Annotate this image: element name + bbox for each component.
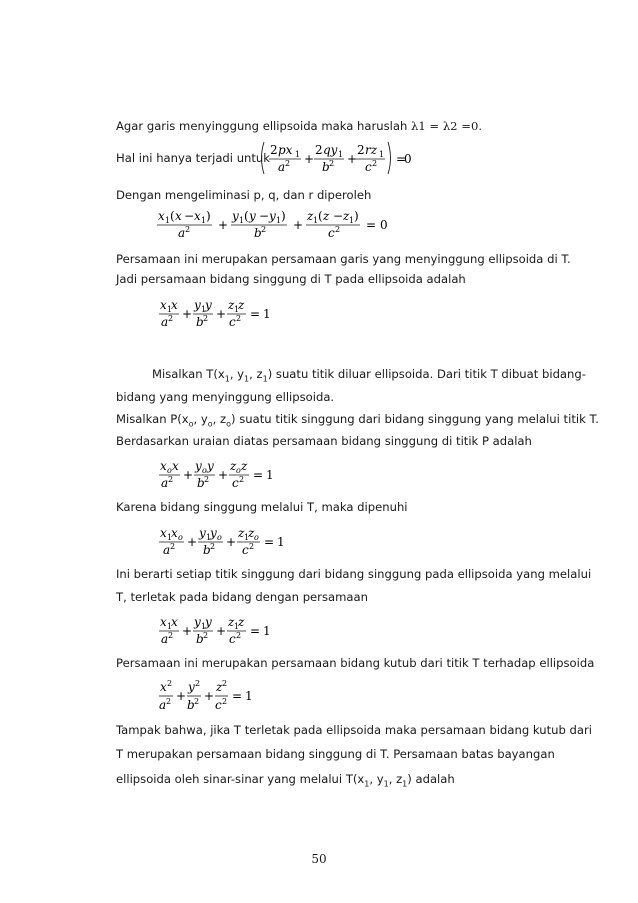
- svg-text:a: a: [278, 160, 286, 174]
- svg-text:c: c: [328, 226, 335, 240]
- svg-text:o: o: [178, 533, 183, 542]
- svg-text:+: +: [182, 307, 193, 321]
- text-line-eliminate: [116, 187, 546, 203]
- svg-text:x: x: [171, 298, 178, 312]
- svg-text:z: z: [307, 209, 314, 223]
- svg-text:o: o: [202, 466, 207, 475]
- text-line-through-T: [116, 499, 546, 515]
- svg-text:+: +: [176, 689, 187, 703]
- svg-text:z: z: [216, 680, 223, 694]
- svg-text:c: c: [365, 160, 372, 174]
- svg-text:2: 2: [372, 159, 378, 168]
- svg-text:2: 2: [168, 314, 174, 323]
- svg-text:x: x: [160, 615, 167, 629]
- svg-text:2: 2: [270, 143, 278, 157]
- text: Hal ini hanya terjadi untuk: [116, 151, 270, 165]
- svg-text:1: 1: [263, 624, 271, 638]
- svg-text:): ): [206, 209, 211, 223]
- svg-text:y: y: [205, 615, 212, 629]
- svg-text:y: y: [194, 615, 201, 629]
- text-line-polar: [116, 655, 595, 671]
- svg-text:y: y: [232, 209, 239, 223]
- svg-text:1: 1: [167, 305, 173, 314]
- svg-text:1: 1: [379, 150, 385, 159]
- svg-text:2: 2: [236, 631, 242, 640]
- svg-text:c: c: [242, 543, 249, 557]
- svg-text:x: x: [171, 615, 178, 629]
- svg-text:b: b: [187, 698, 195, 712]
- svg-text:a: a: [163, 543, 171, 557]
- svg-text:1: 1: [167, 622, 173, 631]
- svg-text:=: =: [232, 689, 243, 703]
- svg-text:2: 2: [168, 631, 174, 640]
- svg-text:x: x: [194, 209, 201, 223]
- svg-text:=: =: [396, 152, 407, 166]
- svg-text:+: +: [293, 218, 304, 232]
- text-line-suppose-P: Misalkan $P(x_o$, $y_o$, $z_o$) suatu titik singgung dari bidang singgung yang melalui titik T.: [116, 412, 599, 429]
- svg-text:2: 2: [166, 697, 172, 706]
- svg-text:c: c: [229, 315, 236, 329]
- text-line-suppose-T: Misalkan $T(x_1$, $y_1$, $z_1$) suatu titik diluar ellipsoida. Dari titik T dibuat bidang-: [152, 367, 586, 384]
- text: T, terletak pada bidang dengan persamaan: [116, 590, 368, 604]
- svg-text:x: x: [160, 459, 167, 473]
- svg-text:−: −: [259, 209, 270, 223]
- svg-text:0: 0: [380, 218, 388, 232]
- svg-text:1: 1: [234, 305, 240, 314]
- text-line-based-on: [116, 433, 546, 449]
- svg-text:z: z: [230, 459, 237, 473]
- svg-text:+: +: [216, 307, 227, 321]
- svg-text:px: px: [278, 143, 293, 157]
- svg-text:2: 2: [210, 542, 216, 551]
- svg-text:1: 1: [201, 216, 207, 225]
- text-line-rays: ellipsoida oleh sinar-sinar yang melalui $T(x_1$, $y_1$, $z_1$) adalah: [116, 772, 455, 789]
- svg-text:+: +: [183, 468, 194, 482]
- equation-tangent-line: [156, 206, 396, 246]
- svg-text:2: 2: [195, 679, 201, 688]
- svg-text:2: 2: [203, 314, 209, 323]
- text-line-tangent-plane: [116, 271, 546, 287]
- svg-text:b: b: [254, 226, 262, 240]
- svg-text:z: z: [323, 209, 330, 223]
- svg-text:c: c: [215, 698, 222, 712]
- svg-text:2: 2: [261, 225, 267, 234]
- svg-text:x: x: [158, 209, 165, 223]
- svg-text:z: z: [343, 209, 350, 223]
- svg-text:x: x: [175, 209, 182, 223]
- svg-text:z: z: [238, 298, 245, 312]
- equation-polar-plane: [158, 612, 278, 652]
- svg-text:2: 2: [249, 542, 255, 551]
- svg-text:rz: rz: [365, 143, 378, 157]
- svg-text:z: z: [228, 298, 235, 312]
- svg-text:2: 2: [167, 679, 173, 688]
- svg-text:y: y: [199, 526, 206, 540]
- text: Ini berarti setiap titik singgung dari bidang singgung pada ellipsoida yang melalui: [116, 567, 592, 581]
- svg-text:a: a: [159, 698, 167, 712]
- svg-text:2: 2: [204, 475, 210, 484]
- svg-text:1: 1: [338, 150, 344, 159]
- svg-text:(: (: [318, 209, 323, 223]
- svg-text:y: y: [207, 459, 214, 473]
- svg-text:=: =: [264, 535, 275, 549]
- svg-text:1: 1: [276, 216, 282, 225]
- text: T merupakan persamaan bidang singgung di T. Persamaan batas bayangan: [116, 747, 555, 761]
- svg-text:qy: qy: [323, 143, 338, 157]
- svg-text:2: 2: [203, 631, 209, 640]
- text-line-means: [116, 566, 592, 582]
- text: bidang yang menyinggung ellipsoida.: [116, 390, 335, 404]
- equation-condition: [258, 138, 408, 182]
- svg-text:=: =: [250, 307, 261, 321]
- svg-text:c: c: [232, 476, 239, 490]
- text-line-equation-boundary: [116, 746, 555, 762]
- svg-text:2: 2: [236, 314, 242, 323]
- svg-text:2: 2: [170, 542, 176, 551]
- svg-text:y: y: [205, 298, 212, 312]
- svg-text:+: +: [304, 152, 315, 166]
- svg-text:+: +: [226, 535, 237, 549]
- svg-text:1: 1: [234, 622, 240, 631]
- text: Tampak bahwa, jika T terletak pada ellipsoida maka persamaan bidang kutub dari: [116, 723, 592, 737]
- svg-text:x: x: [160, 526, 167, 540]
- svg-text:b: b: [196, 632, 204, 646]
- svg-text:o: o: [217, 533, 222, 542]
- svg-text:z: z: [238, 526, 245, 540]
- svg-text:1: 1: [263, 307, 271, 321]
- svg-text:z: z: [228, 615, 235, 629]
- svg-text:a: a: [178, 226, 186, 240]
- svg-text:x: x: [172, 459, 179, 473]
- svg-text:−: −: [333, 209, 344, 223]
- svg-text:): ): [281, 209, 286, 223]
- svg-text:+: +: [218, 218, 229, 232]
- svg-text:1: 1: [239, 216, 245, 225]
- svg-text:b: b: [322, 160, 330, 174]
- svg-text:y: y: [210, 526, 217, 540]
- svg-text:b: b: [203, 543, 211, 557]
- svg-text:+: +: [347, 152, 358, 166]
- svg-text:z: z: [248, 526, 255, 540]
- svg-text:y: y: [269, 209, 276, 223]
- svg-text:=: =: [250, 624, 261, 638]
- svg-text:2: 2: [194, 697, 200, 706]
- svg-text:a: a: [161, 315, 169, 329]
- svg-text:z: z: [241, 459, 248, 473]
- svg-text:2: 2: [285, 159, 291, 168]
- svg-text:b: b: [197, 476, 205, 490]
- svg-text:1: 1: [165, 216, 171, 225]
- svg-text:c: c: [229, 632, 236, 646]
- svg-text:(: (: [170, 209, 175, 223]
- svg-text:2: 2: [168, 475, 174, 484]
- text: Jadi persamaan bidang singgung di T pada ellipsoida adalah: [116, 272, 466, 286]
- svg-text:1: 1: [313, 216, 319, 225]
- svg-text:o: o: [236, 466, 241, 475]
- svg-text:=: =: [366, 218, 377, 232]
- text: Berdasarkan uraian diatas persamaan bidang singgung di titik P adalah: [116, 434, 532, 448]
- svg-text:1: 1: [201, 305, 207, 314]
- svg-text:1: 1: [201, 622, 207, 631]
- text-line-tangent-line: [116, 251, 571, 267]
- svg-text:2: 2: [222, 679, 228, 688]
- svg-text:y: y: [249, 209, 256, 223]
- svg-text:1: 1: [266, 468, 274, 482]
- svg-text:0: 0: [404, 152, 412, 166]
- equation-ellipsoid: [158, 677, 268, 719]
- text-line-lies-on: [116, 589, 546, 605]
- svg-text:x: x: [160, 680, 167, 694]
- svg-text:1: 1: [206, 533, 212, 542]
- svg-text:+: +: [216, 624, 227, 638]
- svg-text:x: x: [160, 298, 167, 312]
- lambda-condition: λ1 = λ2 =0.: [411, 119, 483, 133]
- text-line-planes: [116, 389, 546, 405]
- svg-text:2: 2: [222, 697, 228, 706]
- svg-text:): ): [354, 209, 359, 223]
- text-line-condition: [116, 118, 546, 134]
- equation-tangent-plane-P: [158, 456, 278, 496]
- svg-text:2: 2: [239, 475, 245, 484]
- svg-text:+: +: [218, 468, 229, 482]
- svg-text:1: 1: [245, 689, 253, 703]
- svg-text:1: 1: [277, 535, 285, 549]
- text: Agar garis menyinggung ellipsoida maka haruslah: [116, 119, 412, 133]
- text: Persamaan ini merupakan persamaan bidang kutub dari titik T terhadap ellipsoida: [116, 656, 595, 670]
- svg-text:b: b: [196, 315, 204, 329]
- svg-text:1: 1: [349, 216, 355, 225]
- equation-satisfied: [158, 523, 288, 563]
- svg-text:2: 2: [329, 159, 335, 168]
- svg-text:2: 2: [315, 143, 323, 157]
- svg-text:2: 2: [185, 225, 191, 234]
- text: Dengan mengeliminasi p, q, dan r diperoleh: [116, 188, 372, 202]
- page-number: 50: [311, 852, 327, 866]
- svg-text:1: 1: [295, 150, 301, 159]
- svg-text:2: 2: [357, 143, 365, 157]
- svg-text:z: z: [238, 615, 245, 629]
- svg-text:+: +: [182, 624, 193, 638]
- svg-text:−: −: [184, 209, 195, 223]
- svg-text:+: +: [204, 689, 215, 703]
- svg-text:2: 2: [335, 225, 341, 234]
- svg-text:1: 1: [167, 533, 173, 542]
- svg-text:o: o: [254, 533, 259, 542]
- equation-zero: [402, 138, 422, 182]
- svg-text:o: o: [167, 466, 172, 475]
- svg-text:y: y: [195, 459, 202, 473]
- svg-text:1: 1: [244, 533, 250, 542]
- svg-text:a: a: [161, 632, 169, 646]
- text: Karena bidang singgung melalui T, maka dipenuhi: [116, 500, 408, 514]
- svg-text:=: =: [253, 468, 264, 482]
- svg-text:+: +: [187, 535, 198, 549]
- svg-text:y: y: [188, 680, 195, 694]
- svg-text:x: x: [171, 526, 178, 540]
- text: Persamaan ini merupakan persamaan garis yang menyinggung ellipsoida di T.: [116, 252, 571, 266]
- svg-text:a: a: [161, 476, 169, 490]
- text-line-appears: [116, 722, 592, 738]
- svg-text:y: y: [194, 298, 201, 312]
- equation-tangent-plane-T: [158, 295, 278, 335]
- svg-text:(: (: [244, 209, 249, 223]
